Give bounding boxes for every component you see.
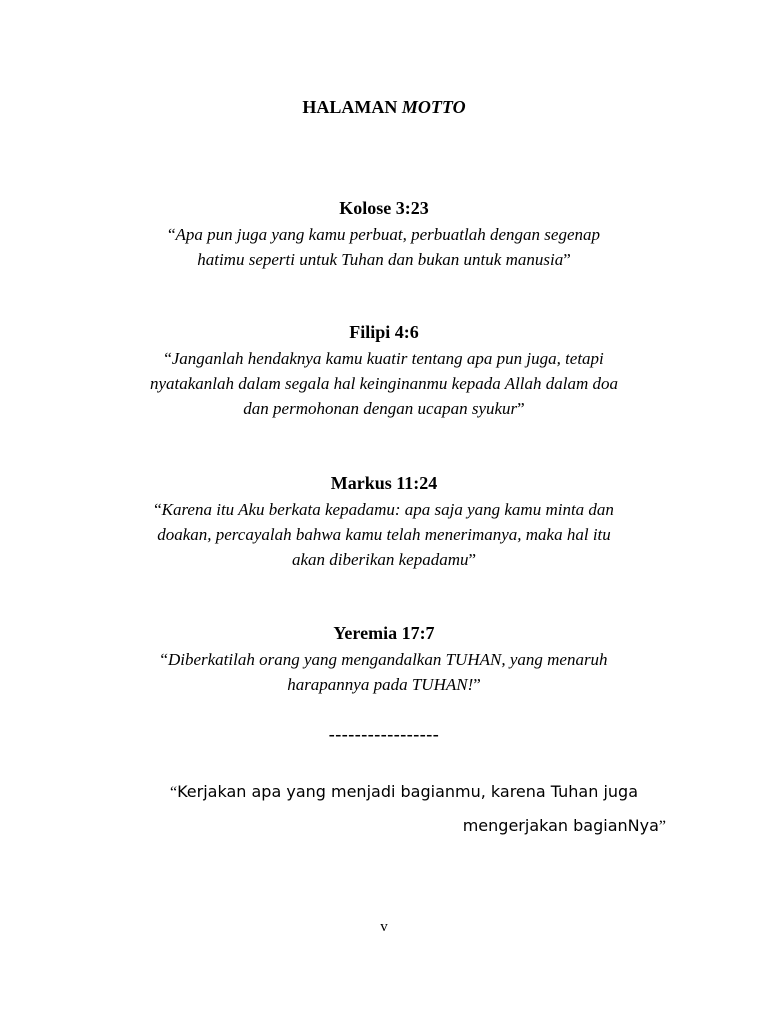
open-quote: “ xyxy=(154,500,162,519)
verse-line xyxy=(84,497,684,522)
open-quote: “ xyxy=(170,784,178,801)
close-quote: ” xyxy=(473,675,481,694)
verse-line-text: hatimu seperti untuk Tuhan dan bukan untuk manusia xyxy=(197,250,564,269)
close-quote: ” xyxy=(517,399,525,418)
verse-text xyxy=(84,497,684,572)
verse-line xyxy=(84,346,684,371)
open-quote: “ xyxy=(160,650,168,669)
motto-line xyxy=(170,775,666,809)
page-title xyxy=(0,97,768,118)
page-title-emphasis: MOTTO xyxy=(401,97,466,117)
verse-line xyxy=(84,547,684,572)
close-quote: ” xyxy=(658,818,666,835)
page-number: v xyxy=(380,919,388,935)
verse-text xyxy=(84,647,684,697)
page-title-prefix: HALAMAN xyxy=(302,97,398,117)
verse-line-text: nyatakanlah dalam segala hal keinginanmu kepada Allah dalam doa xyxy=(149,374,619,393)
close-quote: ” xyxy=(468,550,477,569)
verse-line-text: akan diberikan kepadamu xyxy=(291,550,469,569)
verse-block-markus xyxy=(84,471,684,572)
verse-line xyxy=(84,522,684,547)
verse-line xyxy=(84,371,684,396)
verse-text xyxy=(84,222,684,272)
verse-block-kolose xyxy=(84,196,684,272)
verse-line xyxy=(84,672,684,697)
verse-line xyxy=(84,222,684,247)
open-quote: “ xyxy=(167,225,176,244)
verse-reference: Filipi 4:6 xyxy=(349,322,419,342)
verse-line-text: Diberkatilah orang yang mengandalkan TUHAN, yang menaruh xyxy=(167,650,608,669)
verse-text xyxy=(84,346,684,421)
motto-line-text: Kerjakan apa yang menjadi bagianmu, karena Tuhan juga xyxy=(177,782,639,801)
verse-line xyxy=(84,647,684,672)
verse-reference: Markus 11:24 xyxy=(330,473,438,493)
verse-line-text: Karena itu Aku berkata kepadamu: apa saja yang kamu minta dan xyxy=(161,500,614,519)
motto-line xyxy=(170,809,666,843)
personal-motto xyxy=(170,775,666,843)
verse-line-text: Janganlah hendaknya kamu kuatir tentang apa pun juga, tetapi xyxy=(171,349,604,368)
open-quote: “ xyxy=(164,349,172,368)
close-quote: ” xyxy=(563,250,571,269)
verse-block-filipi xyxy=(84,320,684,421)
verse-line-text: harapannya pada TUHAN! xyxy=(287,675,474,694)
motto-line-text: mengerjakan bagianNya xyxy=(462,816,659,835)
verse-block-yeremia xyxy=(84,621,684,697)
verse-reference: Yeremia 17:7 xyxy=(333,623,435,643)
verse-line-text: Apa pun juga yang kamu perbuat, perbuatlah dengan segenap xyxy=(175,225,600,244)
verse-reference: Kolose 3:23 xyxy=(339,198,429,218)
verse-line xyxy=(84,396,684,421)
verse-line xyxy=(84,247,684,272)
verse-line-text: dan permohonan dengan ucapan syukur xyxy=(243,399,518,418)
verse-line-text: doakan, percayalah bahwa kamu telah menerimanya, maka hal itu xyxy=(157,525,611,544)
separator-line: ----------------- xyxy=(328,724,440,744)
